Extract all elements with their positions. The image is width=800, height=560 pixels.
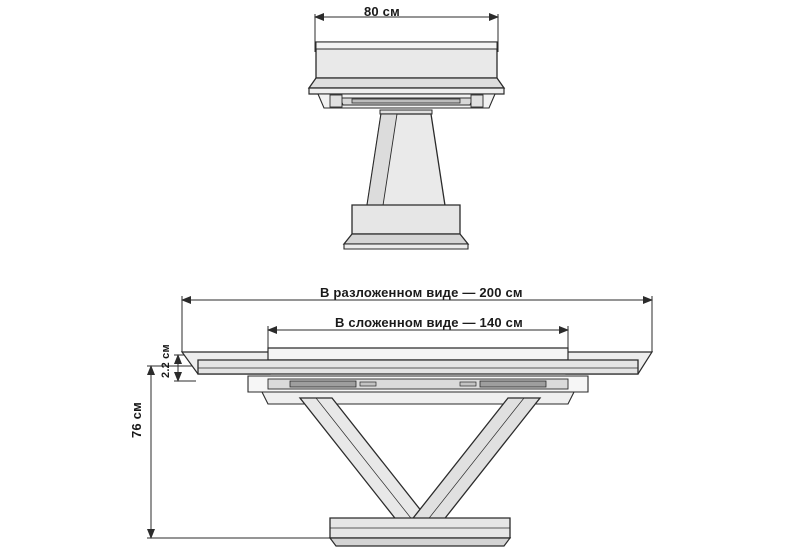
folded-width-label: В сложенном виде — 140 см [335,315,523,330]
base-top-plate [352,205,460,234]
base-front-face [344,234,468,244]
rail-segment-right [480,381,546,387]
front-tabletop-top [268,348,568,360]
tabletop-thickness-band [309,88,504,94]
slide-rail-inner [352,99,460,103]
top-width-label: 80 см [364,4,400,19]
height-label: 76 см [129,402,144,438]
bracket-left [330,95,342,107]
top-view-group [309,14,504,249]
front-view-group [147,296,652,546]
expanded-width-label: В разложенном виде — 200 см [320,285,523,300]
thickness-label: 2.2 см [160,344,172,378]
front-base-bottom [330,538,510,546]
tabletop-front-bevel [309,78,504,88]
base-bottom-edge [344,244,468,249]
tabletop-edge-highlight [316,42,497,49]
leg-right-crease [426,398,524,522]
leg-left-crease [316,398,414,522]
front-tabletop-slab [198,360,638,374]
rail-stop-left [360,382,376,386]
rail-segment-left [290,381,356,387]
rail-stop-right [460,382,476,386]
bracket-right [471,95,483,107]
